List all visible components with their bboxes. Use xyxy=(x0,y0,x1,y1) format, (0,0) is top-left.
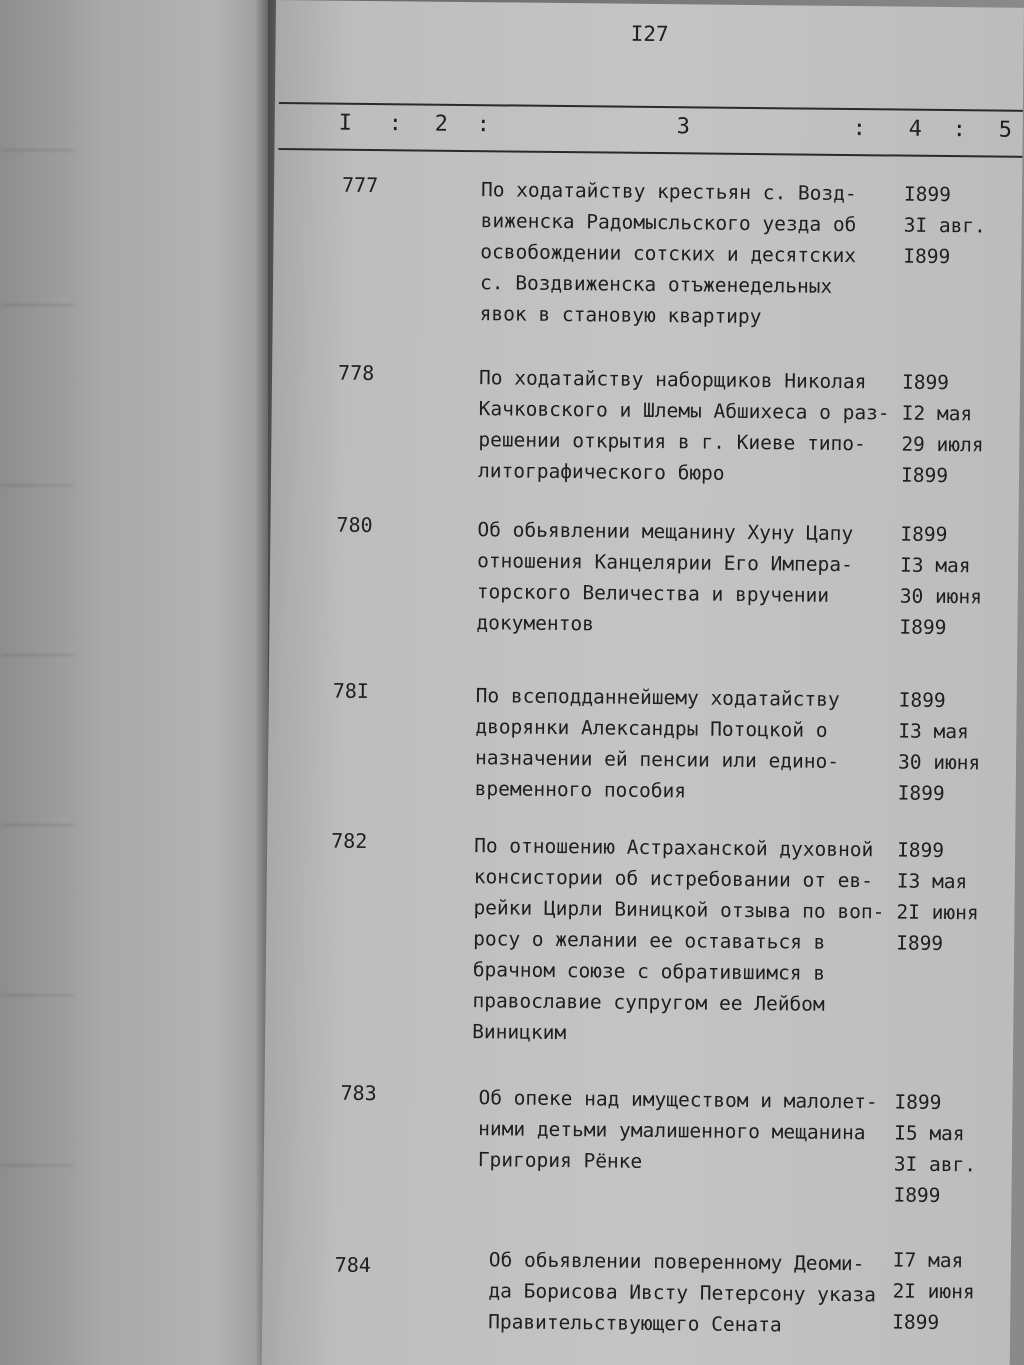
entry-dates xyxy=(893,1087,1004,1212)
description-line: росу о желании ее оставаться в xyxy=(473,927,826,954)
date-line: I899 xyxy=(897,781,945,806)
description-line: да Борисова Ивсту Петерсону указа xyxy=(488,1279,877,1307)
description-line: решении открытия в г. Киеве типо- xyxy=(478,428,866,456)
description-line: По ходатайству крестьян с. Возд- xyxy=(480,178,857,206)
date-line: 2I июня xyxy=(896,900,979,925)
col-header-sep-4: : xyxy=(952,117,967,143)
entry-number: 777 xyxy=(341,172,379,198)
entry-dates xyxy=(903,179,1014,273)
description-line: Виницким xyxy=(472,1020,567,1045)
date-line: I5 мая xyxy=(894,1121,965,1146)
entry-number: 782 xyxy=(331,828,368,854)
date-line: 3I авг. xyxy=(903,213,986,238)
date-line: I899 xyxy=(898,688,946,713)
description-line: консистории об истребовании от ев- xyxy=(473,865,874,893)
description-line: документов xyxy=(476,611,595,636)
col-header-1: I xyxy=(338,110,353,136)
description-line: По отношению Астраханской духовной xyxy=(474,834,874,862)
date-line: I3 мая xyxy=(899,553,971,578)
left-facing-page xyxy=(0,0,268,1365)
entry-782 xyxy=(267,828,1015,1045)
date-line: 3I авг. xyxy=(893,1152,977,1177)
description-line: явок в становую квартиру xyxy=(479,302,762,329)
description-line: Об обьявлении мещанину Хуну Цапу xyxy=(477,518,854,546)
description-line: ними детьми умалишенного мещанина xyxy=(478,1117,866,1145)
date-line: I899 xyxy=(900,522,948,547)
description-line: торского Величества и вручении xyxy=(476,580,830,607)
description-line: православие супругом ее Лейбом xyxy=(472,989,825,1016)
date-line: I3 мая xyxy=(896,869,968,894)
date-line: I899 xyxy=(897,838,945,863)
description-line: дворянки Александры Потоцкой о xyxy=(475,715,828,742)
date-line: I3 мая xyxy=(898,719,969,744)
entry-781 xyxy=(269,678,1017,806)
column-header-row xyxy=(339,111,1024,148)
entry-description xyxy=(475,680,916,809)
entry-783 xyxy=(265,1080,1013,1208)
entry-777 xyxy=(274,172,1022,329)
col-header-5: 5 xyxy=(998,117,1013,143)
date-line: I899 xyxy=(900,463,949,488)
date-line: 29 июля xyxy=(901,432,984,457)
entry-dates xyxy=(901,367,1012,492)
entry-description xyxy=(478,1082,919,1180)
entry-778 xyxy=(272,360,1020,488)
date-line: I899 xyxy=(903,244,951,269)
date-line: I899 xyxy=(901,370,950,395)
col-header-sep-1: : xyxy=(388,111,403,137)
description-line: рейки Цирли Виницкой отзыва по воп- xyxy=(473,896,885,924)
description-line: Качковского и Шлемы Абшихеса о раз- xyxy=(478,397,890,425)
date-line: I899 xyxy=(894,1090,942,1115)
entry-description xyxy=(476,514,917,643)
description-line: Григория Рёнке xyxy=(477,1148,643,1173)
entry-dates xyxy=(896,835,1007,960)
description-line: По ходатайству наборщиков Николая xyxy=(478,366,867,394)
entry-780 xyxy=(271,512,1019,640)
description-line: отношения Канцелярии Его Импера- xyxy=(477,549,853,577)
date-line: 2I июня xyxy=(892,1279,975,1304)
description-line: брачном союзе с обратившимся в xyxy=(472,958,826,985)
col-header-3: 3 xyxy=(676,114,691,140)
entry-number: 783 xyxy=(340,1080,377,1106)
date-line: 30 июня xyxy=(897,750,981,775)
col-header-sep-2: : xyxy=(476,112,491,138)
header-bottom-rule xyxy=(278,148,1022,158)
description-line: Правительствующего Сената xyxy=(488,1310,782,1337)
description-line: временного пособия xyxy=(474,777,687,803)
entry-number: 780 xyxy=(336,512,373,538)
entry-description xyxy=(478,362,919,491)
date-line: 30 июня xyxy=(899,584,983,609)
col-header-sep-3: : xyxy=(852,116,867,142)
entry-description xyxy=(472,830,914,1052)
page-number: I27 xyxy=(630,21,669,47)
date-line: I899 xyxy=(892,1310,940,1335)
description-line: освобождении сотских и десятских xyxy=(480,240,857,268)
left-page-bleed-text: ─────── ─────── ─────── ─────── ─────── ─────── ─────── xyxy=(2,141,74,1176)
date-line: I899 xyxy=(903,182,952,207)
entry-784 xyxy=(263,1238,1011,1337)
date-line: I899 xyxy=(899,615,947,640)
entry-dates xyxy=(898,685,1009,810)
entry-description xyxy=(480,174,922,334)
description-line: назначении ей пенсии или едино- xyxy=(474,746,840,773)
right-page xyxy=(262,0,1024,1365)
col-header-2: 2 xyxy=(434,111,449,137)
entry-dates xyxy=(892,1245,1003,1339)
entry-number: 78I xyxy=(332,678,370,704)
entry-number: 784 xyxy=(334,1252,372,1278)
entry-description xyxy=(488,1244,929,1342)
entry-dates xyxy=(899,519,1010,644)
description-line: литографического бюро xyxy=(477,459,725,485)
entry-number: 778 xyxy=(337,360,375,386)
date-line: I899 xyxy=(893,1183,941,1208)
date-line: I7 мая xyxy=(892,1248,964,1273)
col-header-4: 4 xyxy=(908,116,923,142)
description-line: Об обьявлении поверенному Деоми- xyxy=(488,1248,865,1276)
description-line: виженска Радомысльского уезда об xyxy=(480,209,857,237)
date-line: I2 мая xyxy=(901,401,973,426)
date-line: I899 xyxy=(896,931,944,956)
description-line: Об опеке над имуществом и малолет- xyxy=(478,1086,878,1114)
description-line: с. Воздвиженска отъженедельных xyxy=(479,271,833,298)
description-line: По всеподданнейшему ходатайству xyxy=(475,684,840,711)
